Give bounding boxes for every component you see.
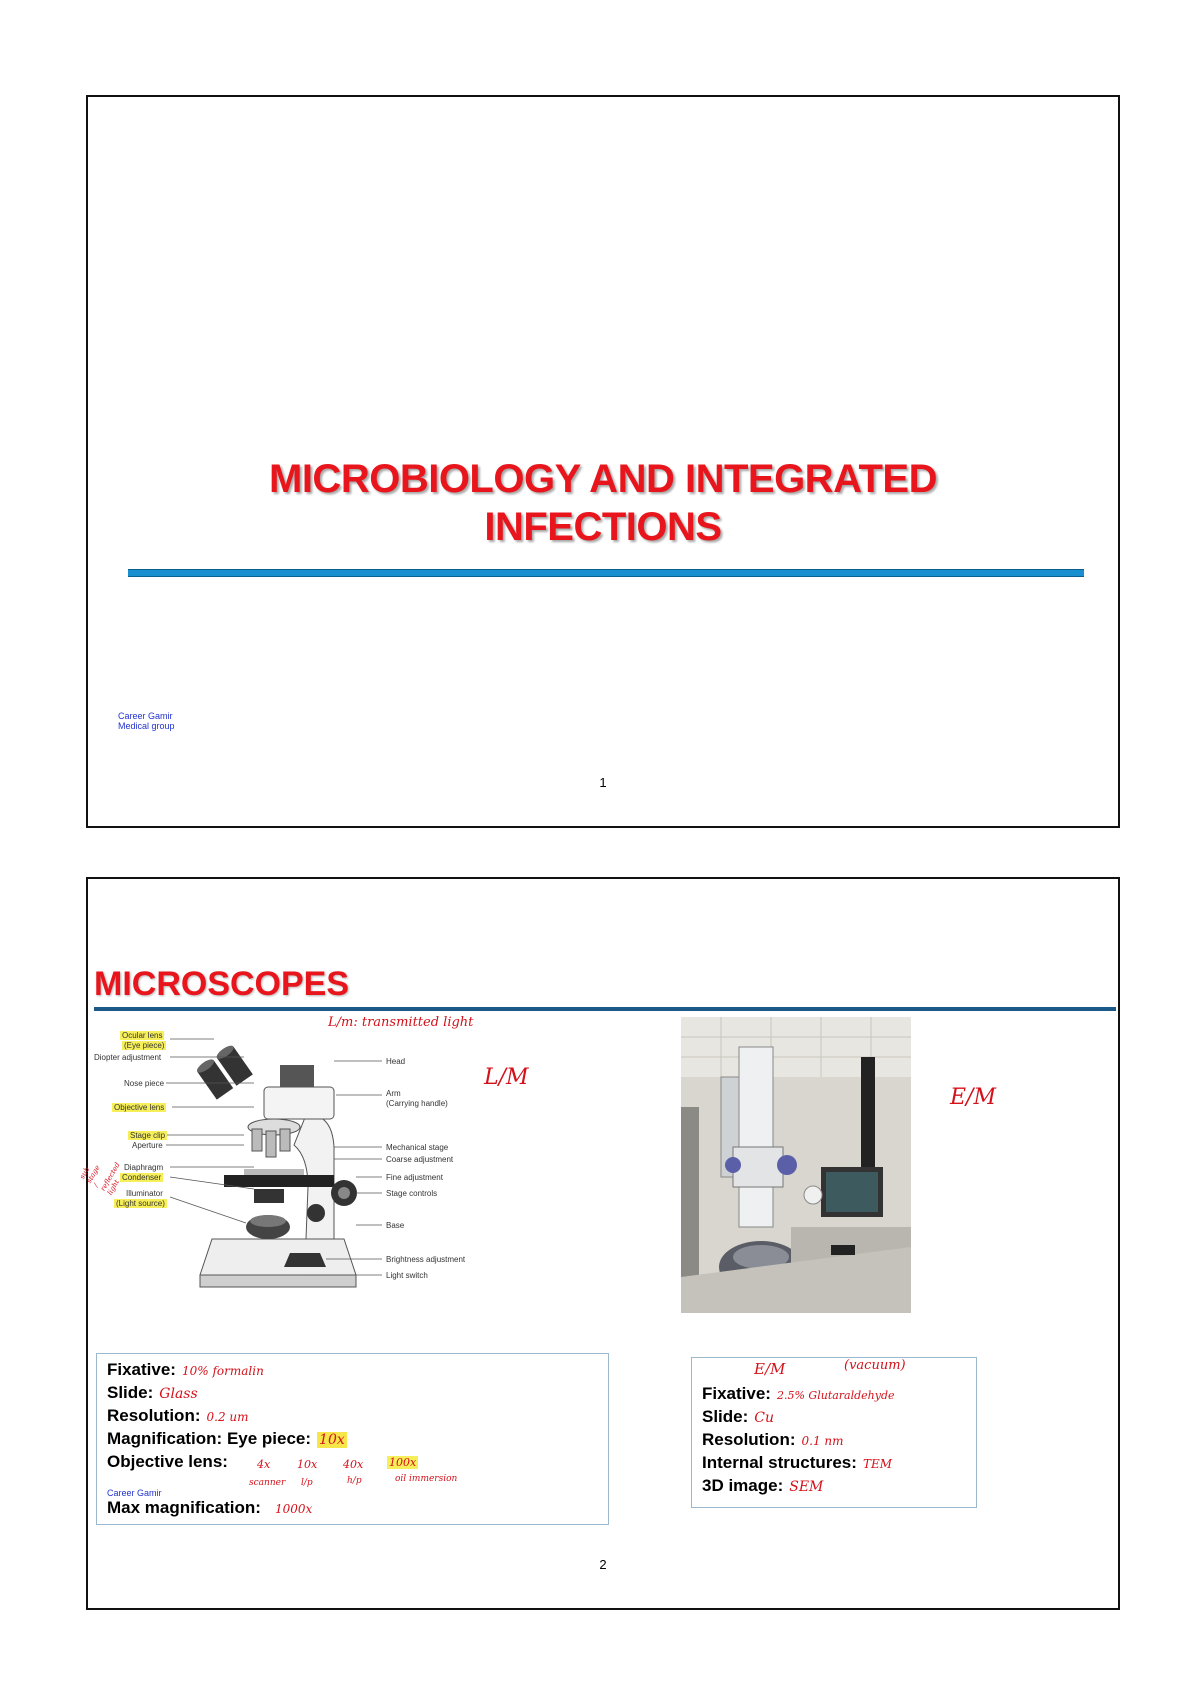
lm-slide-value: Glass	[159, 1386, 198, 1402]
em-resolution-row	[702, 1430, 844, 1450]
label-eye-piece: (Eye piece)	[124, 1041, 165, 1050]
label-ocular-lens: Ocular lens	[122, 1031, 163, 1040]
lm-objective-note-lp: l/p	[301, 1478, 313, 1488]
lm-magnification-value: 10x	[319, 1432, 345, 1448]
lm-magnification-label: Magnification: Eye piece:	[107, 1429, 312, 1448]
label-stage-controls: Stage controls	[386, 1189, 438, 1198]
lm-resolution-value: 0.2 um	[206, 1410, 249, 1424]
electron-microscope-image	[681, 1017, 911, 1313]
lm-properties-box	[96, 1353, 609, 1525]
lm-max-magnification-value: 1000x	[274, 1502, 313, 1516]
em-slide-label: Slide:	[702, 1407, 749, 1426]
credit-line-2: Medical group	[118, 721, 175, 731]
em-vacuum-note: (vacuum)	[844, 1358, 906, 1373]
lm-objective-label: Objective lens:	[107, 1452, 228, 1471]
label-illuminator: Illuminator	[126, 1189, 163, 1198]
lm-objective-note-oil: oil immersion	[395, 1474, 458, 1484]
label-coarse-adjustment: Coarse adjustment	[386, 1155, 454, 1164]
em-3d-image-row	[702, 1476, 823, 1496]
label-light-source: (Light source)	[116, 1199, 165, 1208]
light-microscope-diagram	[78, 1017, 474, 1307]
lm-objective-4x: 4x	[257, 1458, 271, 1471]
em-internal-structures-label: Internal structures:	[702, 1453, 857, 1472]
electron-microscope-photo	[681, 1017, 911, 1313]
page-number: 1	[599, 775, 607, 790]
title-line-2: INFECTIONS	[484, 505, 722, 549]
em-slide-value: Cu	[754, 1410, 775, 1426]
lm-fixative-value: 10% formalin	[181, 1364, 264, 1378]
title-divider	[128, 569, 1084, 577]
em-internal-structures-row	[702, 1453, 892, 1473]
label-arm: Arm	[386, 1089, 401, 1098]
label-nose-piece: Nose piece	[124, 1079, 165, 1088]
em-fixative-label: Fixative:	[702, 1384, 771, 1403]
lm-resolution-row	[107, 1406, 249, 1426]
label-diopter-adjustment: Diopter adjustment	[94, 1053, 162, 1062]
lm-objective-40x: 40x	[343, 1458, 364, 1471]
credit-watermark	[118, 711, 175, 731]
lm-objective-note-hp: h/p	[347, 1476, 362, 1486]
em-properties-box	[691, 1357, 977, 1508]
annotation-substage: sub stage / reflected light	[78, 1161, 122, 1197]
lm-objective-note-scanner: scanner	[249, 1478, 286, 1488]
lm-objective-10x: 10x	[297, 1458, 318, 1471]
label-mechanical-stage: Mechanical stage	[386, 1143, 449, 1152]
slide-1	[86, 95, 1120, 828]
label-objective-lens: Objective lens	[114, 1103, 165, 1112]
lm-magnification-row	[107, 1429, 347, 1449]
title-line-1: MICROBIOLOGY AND INTEGRATED	[269, 457, 937, 501]
em-slide-row	[702, 1407, 774, 1427]
em-resolution-label: Resolution:	[702, 1430, 796, 1449]
lm-objective-100x: 100x	[389, 1456, 417, 1469]
credit-line-1: Career Gamir	[118, 711, 173, 721]
label-stage-clip: Stage clip	[130, 1131, 166, 1140]
label-head: Head	[386, 1057, 406, 1066]
label-brightness-adjustment: Brightness adjustment	[386, 1255, 466, 1264]
annotation-em: E/M	[950, 1085, 996, 1110]
label-aperture: Aperture	[132, 1141, 163, 1150]
label-diaphragm: Diaphragm	[124, 1163, 164, 1172]
lm-slide-label: Slide:	[107, 1383, 154, 1402]
em-resolution-value: 0.1 nm	[801, 1434, 844, 1448]
label-fine-adjustment: Fine adjustment	[386, 1173, 443, 1182]
credit-watermark: Career Gamir	[107, 1488, 162, 1498]
slide-2-title: MICROSCOPES	[94, 965, 350, 1003]
label-condenser: Condenser	[122, 1173, 162, 1182]
lm-fixative-label: Fixative:	[107, 1360, 176, 1379]
label-carrying-handle: (Carrying handle)	[386, 1099, 448, 1108]
em-internal-structures-value: TEM	[862, 1457, 892, 1471]
lm-max-magnification-label: Max magnification:	[107, 1498, 261, 1517]
lm-max-magnification-row	[107, 1498, 312, 1518]
em-3d-image-label: 3D image:	[702, 1476, 784, 1495]
lm-fixative-row	[107, 1360, 264, 1380]
lm-slide-row	[107, 1383, 198, 1403]
em-fixative-value: 2.5% Glutaraldehyde	[776, 1389, 895, 1402]
label-light-switch: Light switch	[386, 1271, 428, 1280]
slide-2	[78, 877, 1120, 1610]
annotation-lm-transmitted: L/m: transmitted light	[328, 1015, 474, 1030]
page-number: 2	[599, 1557, 607, 1572]
label-base: Base	[386, 1221, 405, 1230]
em-fixative-row	[702, 1384, 895, 1404]
em-heading: E/M	[754, 1360, 786, 1378]
annotation-lm: L/M	[484, 1065, 529, 1090]
lm-objective-row	[107, 1452, 228, 1472]
lm-resolution-label: Resolution:	[107, 1406, 201, 1425]
em-3d-image-value: SEM	[789, 1479, 824, 1495]
slide-1-title	[88, 455, 1118, 551]
title-divider	[94, 1007, 1116, 1011]
